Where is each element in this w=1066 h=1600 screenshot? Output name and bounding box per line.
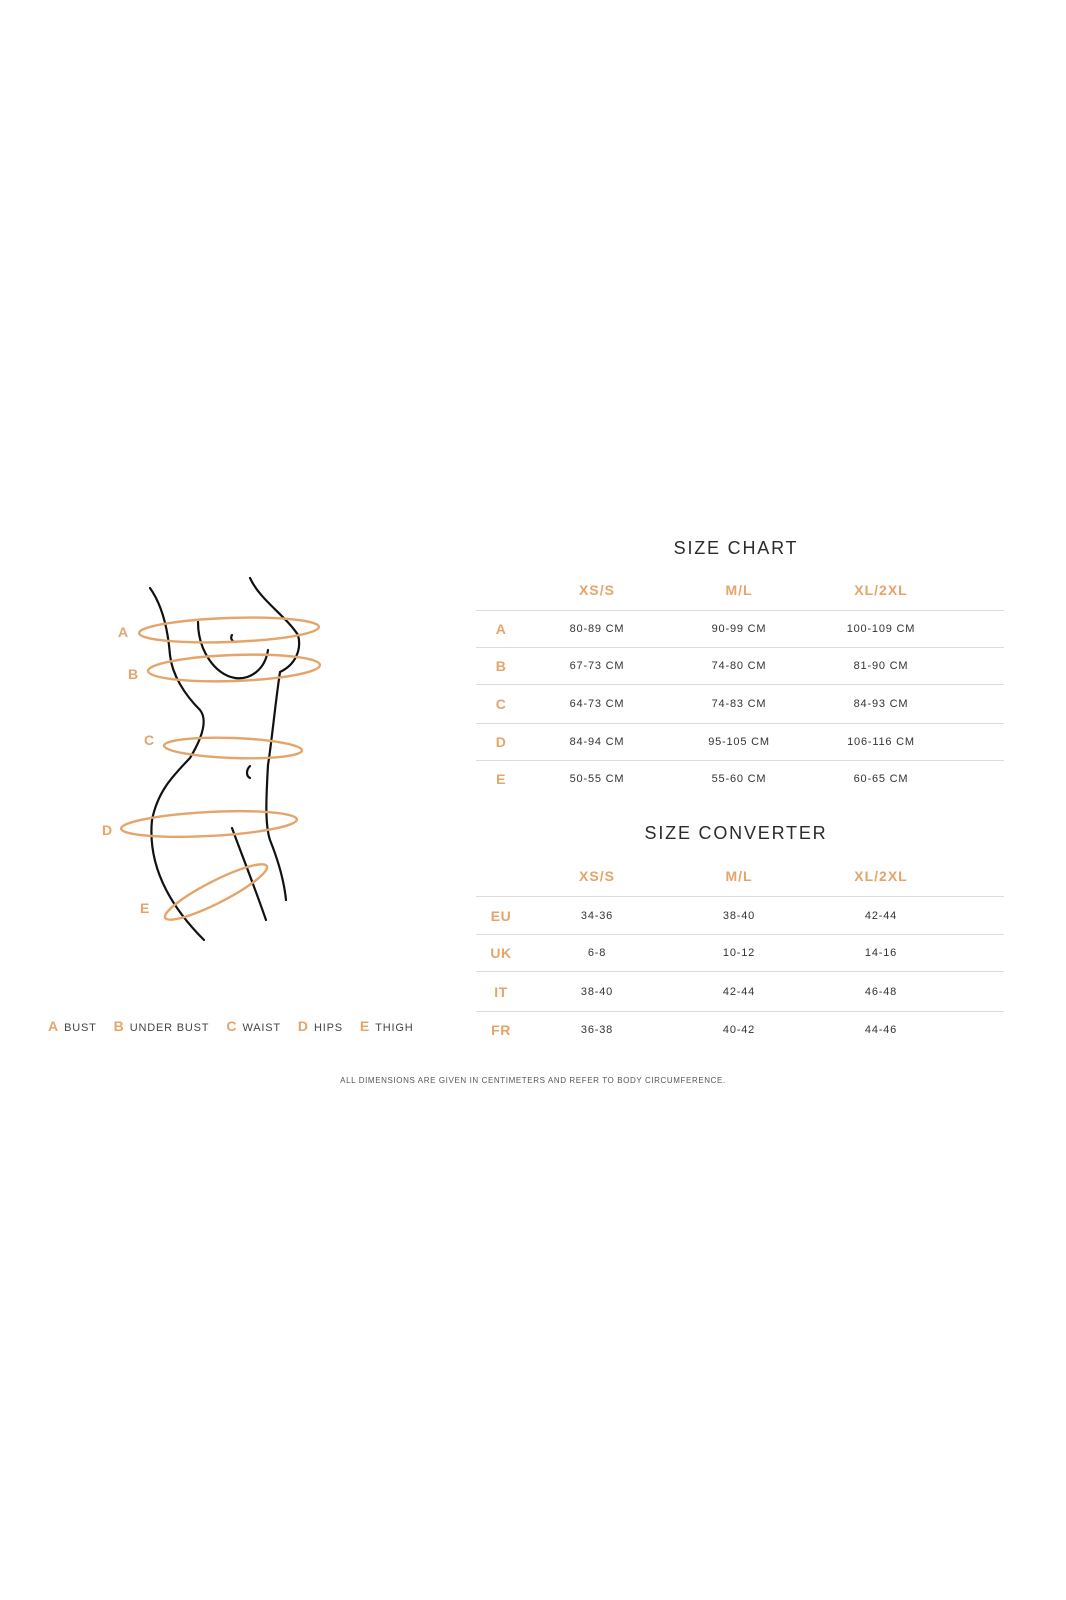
- table-row: [476, 610, 1004, 647]
- table-cell: 46-48: [864, 985, 898, 998]
- size-header: M/L: [725, 582, 753, 598]
- measurement-legend: [48, 1018, 430, 1038]
- legend-label: THIGH: [375, 1022, 414, 1034]
- figure-letter-d: D: [102, 822, 113, 838]
- size-header: XL/2XL: [854, 868, 908, 884]
- table-cell: 67-73 CM: [569, 660, 625, 672]
- legend-letter: B: [113, 1018, 124, 1034]
- legend-letter: C: [226, 1018, 237, 1034]
- table-cell: 84-94 CM: [569, 736, 625, 748]
- table-cell: 34-36: [580, 909, 614, 922]
- figure-letter-a: A: [118, 624, 129, 640]
- size-converter-header-row: [476, 856, 1004, 896]
- row-label: EU: [490, 907, 512, 924]
- row-label: UK: [490, 945, 512, 961]
- table-cell: 44-46: [864, 1024, 898, 1036]
- table-cell: 90-99 CM: [711, 623, 767, 635]
- size-header: XS/S: [579, 582, 615, 598]
- figure-letter-b: B: [128, 666, 139, 682]
- legend-label: HIPS: [314, 1022, 343, 1034]
- size-header: XS/S: [579, 868, 615, 884]
- legend-letter: D: [297, 1018, 308, 1034]
- figure-letter-e: E: [140, 900, 150, 916]
- legend-letter: A: [48, 1018, 59, 1034]
- row-label: E: [496, 771, 506, 787]
- figure-letter-c: C: [144, 732, 155, 748]
- table-cell: 81-90 CM: [853, 660, 909, 672]
- row-label: FR: [491, 1022, 511, 1038]
- table-cell: 14-16: [864, 947, 898, 959]
- table-cell: 38-40: [722, 909, 756, 922]
- table-row: [476, 971, 1004, 1011]
- legend-label: WAIST: [242, 1022, 281, 1034]
- size-header: XL/2XL: [854, 582, 908, 598]
- table-cell: 10-12: [722, 947, 756, 959]
- body-measurement-figure: [90, 560, 430, 960]
- size-header: M/L: [725, 868, 753, 884]
- legend-letter: E: [359, 1018, 370, 1034]
- legend-item-bust: [48, 1018, 97, 1034]
- table-row: [476, 896, 1004, 934]
- table-cell: 100-109 CM: [846, 623, 916, 635]
- legend-label: UNDER BUST: [129, 1022, 210, 1034]
- row-label: B: [495, 658, 507, 674]
- size-converter-title: SIZE CONVERTER: [644, 823, 828, 843]
- table-cell: 80-89 CM: [569, 623, 625, 635]
- row-label: A: [495, 621, 507, 637]
- size-chart-header-row: [476, 570, 1004, 610]
- table-cell: 38-40: [580, 985, 614, 998]
- table-cell: 64-73 CM: [569, 698, 625, 710]
- size-chart-table: [476, 570, 1004, 797]
- size-converter-table: [476, 856, 1004, 1048]
- table-cell: 74-83 CM: [711, 698, 767, 710]
- table-cell: 40-42: [722, 1024, 756, 1036]
- legend-item-hips: [298, 1018, 343, 1034]
- table-cell: 74-80 CM: [711, 660, 767, 672]
- table-cell: 60-65 CM: [853, 773, 909, 785]
- table-cell: 36-38: [580, 1024, 614, 1036]
- row-label: D: [495, 734, 507, 750]
- table-cell: 42-44: [864, 909, 898, 922]
- table-cell: 42-44: [722, 985, 756, 998]
- table-row: [476, 1011, 1004, 1048]
- row-label: IT: [494, 983, 508, 1000]
- size-chart-title: SIZE CHART: [673, 538, 799, 558]
- legend-item-under-bust: [114, 1018, 210, 1034]
- table-cell: 55-60 CM: [711, 773, 767, 785]
- table-cell: 95-105 CM: [708, 736, 770, 748]
- legend-item-thigh: [360, 1018, 414, 1034]
- table-row: [476, 723, 1004, 760]
- table-row: [476, 934, 1004, 971]
- row-label: C: [495, 696, 507, 712]
- table-cell: 6-8: [587, 947, 607, 959]
- table-row: [476, 684, 1004, 723]
- table-cell: 84-93 CM: [853, 698, 909, 710]
- table-row: [476, 760, 1004, 797]
- table-row: [476, 647, 1004, 684]
- footnote: ALL DIMENSIONS ARE GIVEN IN CENTIMETERS AND REFER TO BODY CIRCUMFERENCE.: [340, 1076, 726, 1085]
- table-cell: 50-55 CM: [569, 773, 625, 785]
- legend-item-waist: [226, 1018, 281, 1034]
- legend-label: BUST: [64, 1022, 97, 1034]
- table-cell: 106-116 CM: [847, 736, 915, 748]
